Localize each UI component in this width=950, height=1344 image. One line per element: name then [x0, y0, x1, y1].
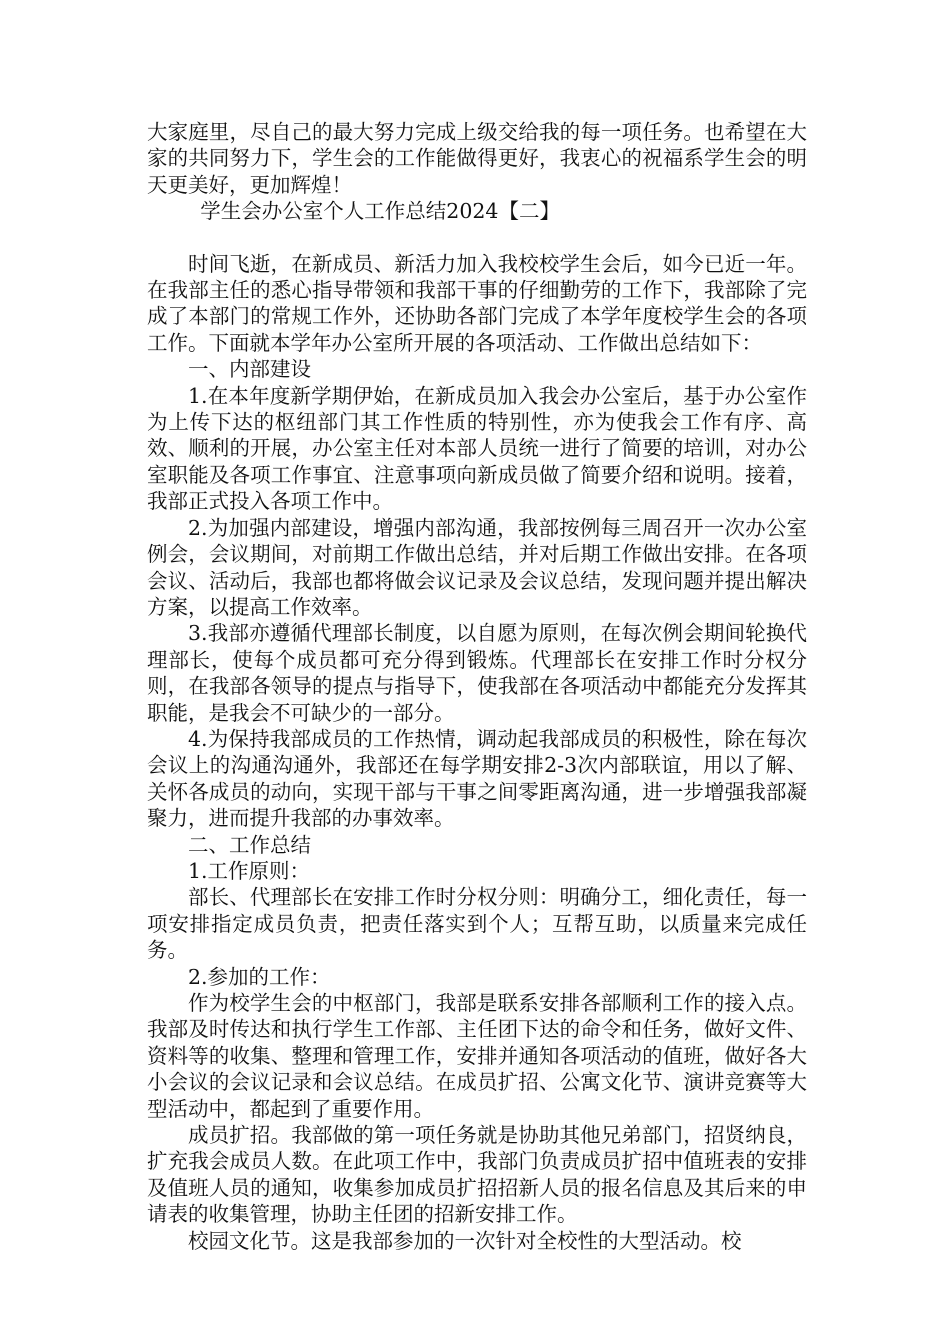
- principle-heading: 1.工作原则：: [188, 858, 311, 883]
- section1-item-4: 4.为保持我部成员的工作热情，调动起我部成员的积极性，除在每次会议上的沟通沟通外，我部还在每学期安排2-3次内部联谊，用以了解、关怀各成员的动向，实现干部与干事之间零距离沟通，进一步增强我部凝聚力，进而提升我部的办事效率。: [147, 726, 807, 831]
- principle-paragraph: 部长、代理部长在安排工作时分权分则：明确分工，细化责任，每一项安排指定成员负责，把责任落实到个人；互帮互助，以质量来完成任务。: [147, 885, 807, 963]
- opening-paragraph: 时间飞逝，在新成员、新活力加入我校校学生会后，如今已近一年。在我部主任的悉心指导带领和我部干事的仔细勤劳的工作下，我部除了完成了本部门的常规工作外，还协助各部门完成了本学年度校学生会的各项工作。下面就本学年办公室所开展的各项活动、工作做出总结如下：: [147, 251, 807, 355]
- intro-paragraph: 大家庭里，尽自己的最大努力完成上级交给我的每一项任务。也希望在大家的共同努力下，学生会的工作能做得更好，我衷心的祝福系学生会的明天更美好，更加辉煌！: [147, 120, 807, 197]
- section1-item-1: 1.在本年度新学期伊始，在新成员加入我会办公室后，基于办公室作为上传下达的枢纽部门其工作性质的特别性，亦为使我会工作有序、高效、顺利的开展，办公室主任对本部人员统一进行了简要的培训，对办公室职能及各项工作事宜、注意事项向新成员做了简要介绍和说明。接着，我部正式投入各项工作中。: [147, 383, 807, 514]
- document-page: [147, 119, 807, 1254]
- section-heading-summary: 二、工作总结: [188, 832, 311, 857]
- section1-item-2: 2.为加强内部建设，增强内部沟通，我部按例每三周召开一次办公室例会，会议期间，对前期工作做出总结，并对后期工作做出安排。在各项会议、活动后，我部也都将做会议记录及会议总结，发现问题并提出解决方案，以提高工作效率。: [147, 515, 807, 619]
- section1-item-3: 3.我部亦遵循代理部长制度，以自愿为原则，在每次例会期间轮换代理部长，使每个成员都可充分得到锻炼。代理部长在安排工作时分权分则，在我部各领导的提点与指导下，使我部在各项活动中都能充分发挥其职能，是我会不可缺少的一部分。: [147, 621, 807, 725]
- festival-paragraph: 校园文化节。这是我部参加的一次针对全校性的大型活动。校: [188, 1228, 742, 1253]
- recruit-paragraph: 成员扩招。我部做的第一项任务就是协助其他兄弟部门，招贤纳良，扩充我会成员人数。在此项工作中，我部门负责成员扩招中值班表的安排及值班人员的通知，收集参加成员扩招招新人员的报名信息及其后来的申请表的收集管理，协助主任团的招新安排工作。: [147, 1123, 807, 1227]
- section-heading-internal: 一、内部建设: [188, 357, 311, 382]
- work-heading: 2.参加的工作：: [188, 964, 331, 989]
- document-title: 学生会办公室个人工作总结2024【二】: [200, 199, 560, 224]
- work-paragraph: 作为校学生会的中枢部门，我部是联系安排各部顺利工作的接入点。我部及时传达和执行学生工作部、主任团下达的命令和任务，做好文件、资料等的收集、整理和管理工作，安排并通知各项活动的值班，做好各大小会议的会议记录和会议总结。在成员扩招、公寓文化节、演讲竞赛等大型活动中，都起到了重要作用。: [147, 991, 807, 1121]
